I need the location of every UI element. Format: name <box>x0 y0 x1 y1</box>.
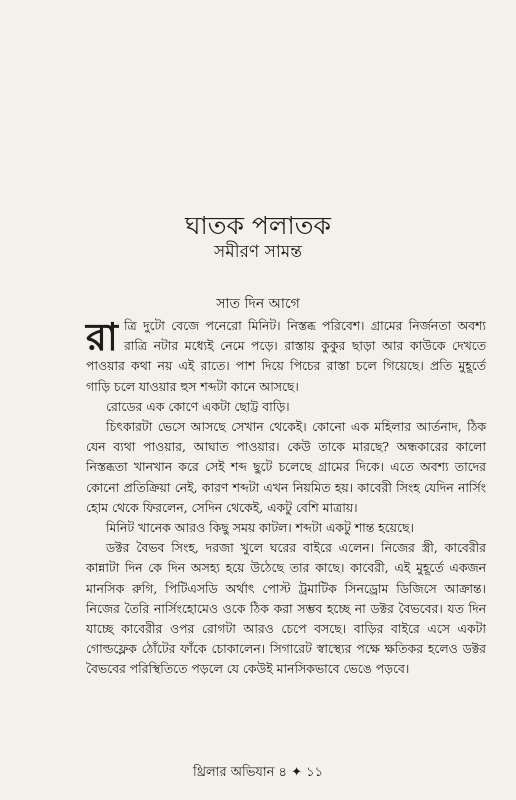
paragraph: চিৎকারটা ভেসে আসছে সেখান থেকেই। কোনো এক মহিলার আর্তনাদ, ঠিক যেন ব্যথা পাওয়ার, আঘাত পাওয়ার। কেউ তাকে মারছে? অন্ধকারের কালো নিস্তব্ধতা খানখান করে সেই শব্দ ছুটে চলেছে গ্রামের দিকে। এতে অবশ্য তাদের কোনো প্রতিক্রিয়া নেই, কারণ শব্দটা এখন নিয়মিত হয়। কাবেরী সিংহ যেদিন নার্সিং হোম থেকে ফিরলেন, সেদিন থেকেই, একটু বেশি মাত্রায়। <box>86 419 486 515</box>
paragraph: ডক্টর বৈভব সিংহ, দরজা খুলে ঘরের বাইরে এলেন। নিজের স্ত্রী, কাবেরীর কান্নাটা দিন কে দিন অসহ্য হয়ে উঠেছে তার কাছে। কাবেরী, এই মুহূর্তে একজন মানসিক রুগি, পিটিএসডি অর্থাৎ পোস্ট ট্রমাটিক সিনড্রোম ডিজিসে আক্রান্ত। নিজের তৈরি নার্সিংহোমেও ওকে ঠিক করা সম্ভব হচ্ছে না ডক্টর বৈভবের। যত দিন যাচ্ছে কাবেরীর ওপর রোগটা আরও চেপে বসছে। বাড়ির বাইরে এসে একটা গোল্ডফ্লেক ঠোঁটের ফাঁকে চোকালেন। সিগারেট স্বাস্থ্যের পক্ষে ক্ষতিকর হলেও ডক্টর বৈভবের পরিস্থিতিতে পড়লে যে কেউই মানসিকভাবে ভেঙে পড়বে। <box>86 540 486 677</box>
story-title: ঘাতক পলাতক <box>185 211 331 240</box>
section-heading: সাত দিন আগে <box>216 296 300 312</box>
drop-cap: রা <box>86 314 118 359</box>
story-body <box>86 316 486 680</box>
paragraph <box>86 316 486 397</box>
author-name: সমীরণ সামন্ত <box>214 242 302 262</box>
paragraph: মিনিট খানেক আরও কিছু সময় কাটল। শব্দটা একটু শান্ত হয়েছে। <box>106 520 414 536</box>
page-footer: থ্রিলার অভিযান ৪ ✦ ১১ <box>192 765 324 780</box>
paragraph: রোডের এক কোণে একটা ছোট্ট বাড়ি। <box>106 398 290 414</box>
paragraph-text: ত্রি দুটো বেজে পনেরো মিনিট। নিস্তব্ধ পরিবেশ। গ্রামের নির্জনতা অবশ্য রাত্রি নটার মধ্যেই নেমে পড়ে। রাস্তায় কুকুর ছাড়া আর কাউকে দেখতে পাওয়ার কথা নয় এই রাতে। পাশ দিয়ে পিচের রাস্তা চলে গিয়েছে। প্রতি মুহূর্তে গাড়ি চলে যাওয়ার হুস শব্দটা কানে আসছে। <box>86 318 486 394</box>
